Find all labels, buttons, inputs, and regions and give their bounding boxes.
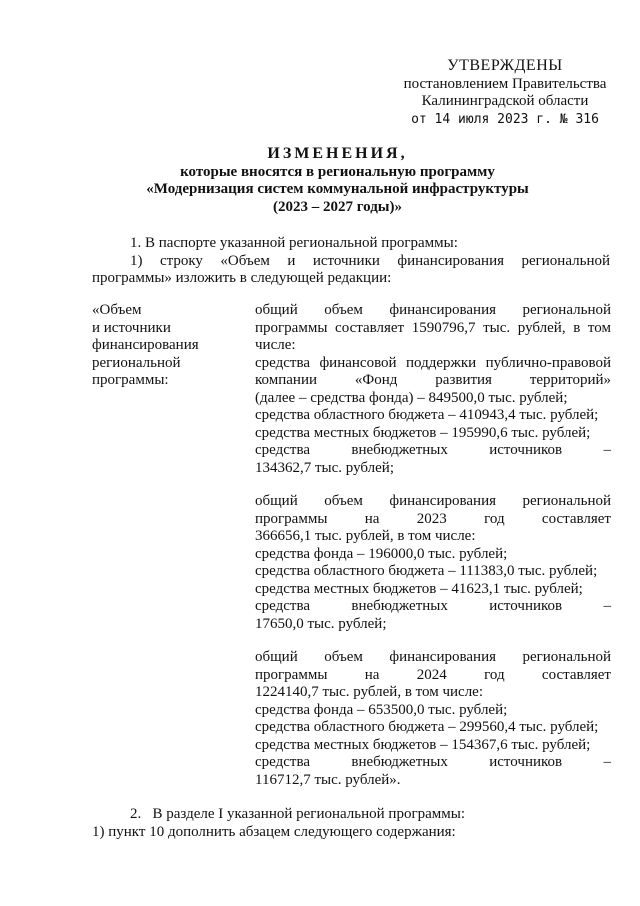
text-line: общий объем финансирования региональной	[255, 302, 611, 318]
approval-title: УТВЕРЖДЕНЫ	[447, 57, 563, 74]
row-label-line: «Объем	[92, 302, 142, 318]
text-line: средства фонда – 196000,0 тыс. рублей;	[255, 545, 508, 562]
document-heading	[120, 145, 555, 216]
text-line: 116712,7 тыс. рублей».	[255, 771, 401, 788]
text-line: программы на 2023 год составляет	[255, 510, 611, 527]
text-line: средства местных бюджетов – 41623,1 тыс. рублей;	[255, 580, 583, 597]
section-2-paragraph-2: 1) пункт 10 дополнить абзацем следующего содержания:	[92, 823, 456, 840]
financing-block-2023	[255, 493, 611, 633]
text-line: 366656,1 тыс. рублей, в том числе:	[255, 528, 476, 544]
text-line: общий объем финансирования региональной	[255, 649, 611, 665]
heading-line-2: которые вносятся в региональную программу	[180, 163, 495, 180]
text-line: (далее – средства фонда) – 849500,0 тыс. рублей;	[255, 389, 568, 406]
text-line: средства местных бюджетов – 195990,6 тыс. рублей;	[255, 424, 591, 441]
approval-stamp	[395, 57, 615, 128]
row-label-line: региональной	[92, 354, 181, 371]
text-line: средства внебюджетных источников –	[255, 598, 611, 614]
text-line: компании «Фонд развития территорий»	[255, 372, 611, 388]
intro-paragraph-1: 1. В паспорте указанной региональной программы:	[130, 235, 458, 251]
row-label-line: программы:	[92, 372, 169, 388]
text-line: средства внебюджетных источников –	[255, 442, 611, 458]
intro-paragraphs	[92, 235, 610, 288]
approval-line-3: Калининградской области	[421, 93, 589, 109]
row-label-line: и источники	[92, 319, 171, 336]
row-label-line: финансирования	[92, 337, 199, 353]
text-line: числе:	[255, 337, 296, 353]
approval-line-2: постановлением Правительства	[403, 75, 607, 92]
text-line: программы на 2024 год составляет	[255, 666, 611, 683]
approval-date: от 14 июля 2023 г. № 316	[411, 111, 599, 127]
text-line: средства местных бюджетов – 154367,6 тыс. рублей;	[255, 736, 591, 753]
text-line: средства областного бюджета – 299560,4 тыс. рублей;	[255, 719, 599, 735]
heading-line-4: (2023 – 2027 годы)»	[272, 198, 403, 215]
text-line: 17650,0 тыс. рублей;	[255, 615, 387, 632]
text-line: средства областного бюджета – 410943,4 тыс. рублей;	[255, 407, 599, 423]
text-line: средства внебюджетных источников –	[255, 754, 611, 770]
text-line: 134362,7 тыс. рублей;	[255, 459, 394, 476]
text-line: программы составляет 1590796,7 тыс. рублей, в том	[255, 319, 611, 336]
financing-details	[255, 302, 611, 805]
section-2-paragraph-1: 2. В разделе I указанной региональной программы:	[130, 806, 465, 822]
financing-block-total	[255, 302, 611, 477]
text-line: средства финансовой поддержки публично-правовой	[255, 354, 611, 371]
row-label	[92, 302, 242, 390]
text-line: средства областного бюджета – 111383,0 тыс. рублей;	[255, 563, 598, 579]
text-line: средства фонда – 653500,0 тыс. рублей;	[255, 701, 508, 718]
text-line: 1224140,7 тыс. рублей, в том числе:	[255, 684, 484, 700]
section-2	[92, 806, 610, 841]
financing-block-2024	[255, 649, 611, 789]
heading-line-3: «Модернизация систем коммунальной инфраструктуры	[146, 181, 529, 197]
text-line: общий объем финансирования региональной	[255, 493, 611, 509]
intro-paragraph-2: 1) строку «Объем и источники финансирования региональной программы» изложить в следующей редакции:	[92, 252, 610, 286]
heading-title: ИЗМЕНЕНИЯ,	[267, 145, 408, 162]
